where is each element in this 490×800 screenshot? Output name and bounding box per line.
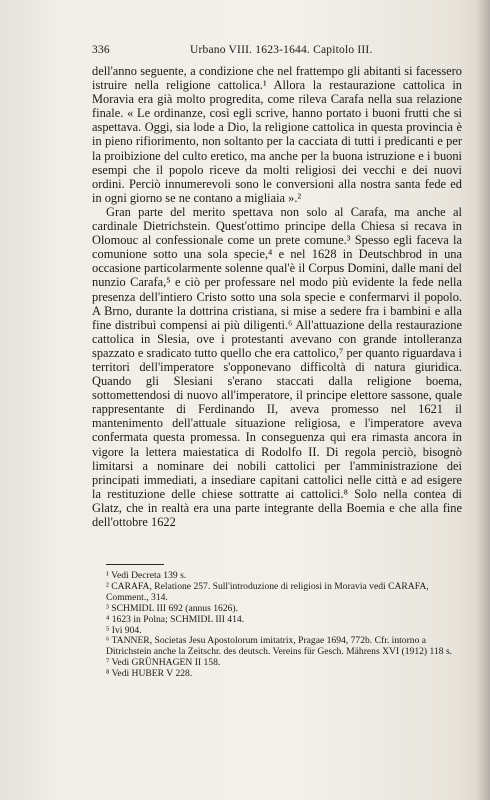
footnotes xyxy=(106,571,456,680)
footnote: ⁵ Ivi 904. xyxy=(106,624,142,636)
page-edge-shadow xyxy=(476,0,490,800)
footnote: ⁸ Vedi HUBER V 228. xyxy=(106,668,193,680)
page-number: 336 xyxy=(92,44,110,56)
footnote: ² CARAFA, Relatione 257. Sull'introduzione di religiosi in Moravia vedi CARAFA, Comment., 314. xyxy=(106,580,429,603)
paragraph: dell'anno seguente, a condizione che nel frattempo gli abitanti si facessero istruire nella religione cattolica.¹ Allora la restaurazione cattolica in Moravia era già molto progredita, come rileva Carafa nella sua relazione finale. « Le ordinanze, così egli scrive, hanno portato i buoni frutti che si aspettava. Oggi, sia lode a Dio, la religione cattolica in questa provincia è in pieno rifiorimento, non soltanto per la cacciata di tutti i predicanti e per la proibizione del culto eretico, ma anche per la buona istruzione e i buoni esempi che il popolo riceve da molti religiosi dei vecchi e dei nuovi ordini. Perciò innumerevoli sono le conversioni alla nostra santa fede ed in ogni giorno se ne contano a migliaia ».² xyxy=(92,64,462,205)
running-title: Urbano VIII. 1623-1644. Capitolo III. xyxy=(190,44,373,56)
footnote: ⁶ TANNER, Societas Jesu Apostolorum imitatrix, Pragae 1694, 772b. Cfr. intorno a Ditrichstein anche la Zeitschr. des deutsch. Vereins für Gesch. Mährens XVI (1912) 118 s. xyxy=(106,635,453,658)
main-text xyxy=(92,64,462,529)
footnote: ¹ Vedi Decreta 139 s. xyxy=(106,570,187,581)
footnote: ⁴ 1623 in Polna; SCHMIDL III 414. xyxy=(106,613,245,625)
footnote: ³ SCHMIDL III 692 (annus 1626). xyxy=(106,602,239,614)
footnote: ⁷ Vedi GRÜNHAGEN II 158. xyxy=(106,657,221,669)
paragraph: Gran parte del merito spettava non solo al Carafa, ma anche al cardinale Dietrichstein. Quest'ottimo principe della Chiesa si recava in Olomouc al confessionale come un prete comune.³ Spesso egli faceva la comunione sotto una sola specie,⁴ e nel 1628 in Deutschbrod in una occasione particolarmente solenne qual'è il Corpus Domini, dalle mani del nunzio Carafa,⁵ e ciò per professare nel modo più evidente la fede nella presenza dell'intiero Cristo sotto una sola specie e confermarvi il popolo. A Brno, durante la dottrina cristiana, si mise a sedere fra i bambini e alla fine distribuì compensi ai più diligenti.⁶ All'attuazione della restaurazione cattolica in Slesia, ove i protestanti avevano con grande intolleranza spazzato e sradicato tutto quello che era cattolico,⁷ per quanto riguardava i territori dell'imperatore s'opponevano difficoltà di natura giuridica. Quando gli Slesiani s'erano staccati dalla religione boema, sottomettendosi di nuovo all'imperatore, il principe elettore sassone, quale rappresentante di Ferdinando II, aveva promesso nel 1621 il mantenimento dell'attuale situazione religiosa, e l'imperatore aveva confermata questa promessa. In conseguenza qui era rimasta ancora in vigore la lettera maiestatica di Rodolfo II. Di regola perciò, bisognò limitarsi a nominare dei nobili cattolici per l'amministrazione dei principati immediati, a insediare capitani cattolici nelle città e ad esigere la restituzione delle chiese sottratte ai cattolici.⁸ Solo nella contea di Glatz, che in realtà era una parte integrante della Boemia e che alla fine dell'ottobre 1622 xyxy=(92,204,462,529)
footnote-rule xyxy=(106,564,164,565)
